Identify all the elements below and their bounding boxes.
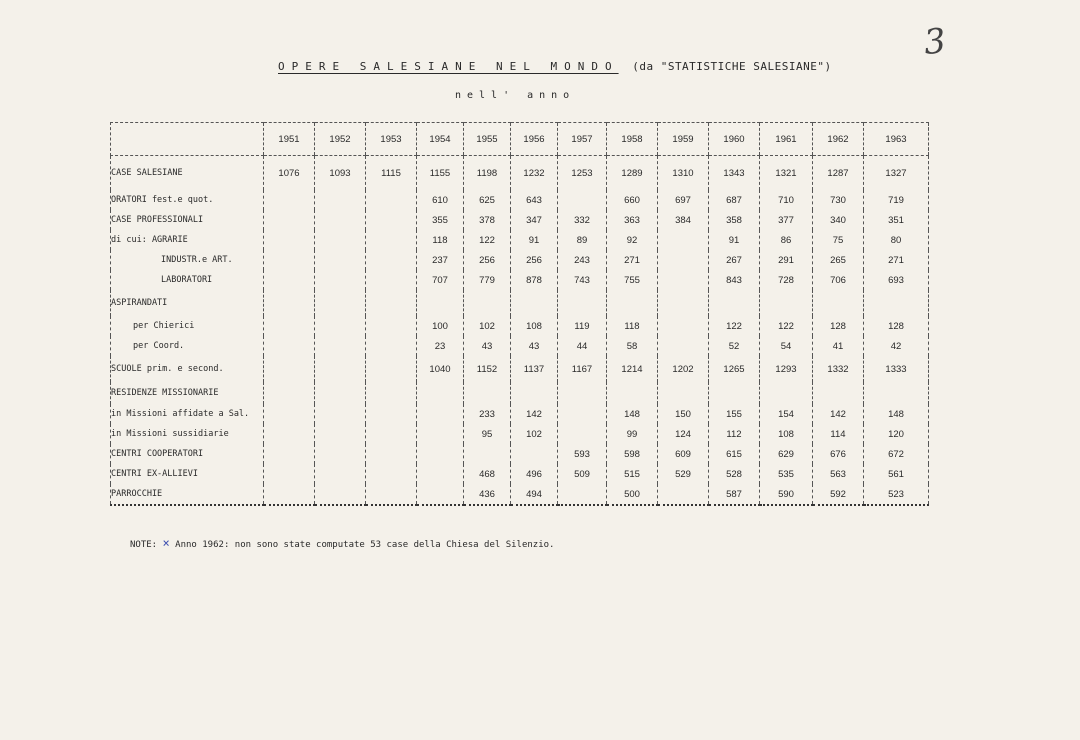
table-cell bbox=[315, 316, 366, 336]
table-row bbox=[111, 210, 929, 230]
table-cell bbox=[417, 404, 464, 424]
table-cell bbox=[315, 464, 366, 484]
table-cell: 719 bbox=[864, 190, 929, 210]
row-label: SCUOLE prim. e second. bbox=[111, 356, 264, 382]
table-row bbox=[111, 444, 929, 464]
table-cell: 755 bbox=[607, 270, 658, 290]
table-cell: 100 bbox=[417, 316, 464, 336]
table-cell: 593 bbox=[558, 444, 607, 464]
table-cell: 706 bbox=[813, 270, 864, 290]
table-cell: 676 bbox=[813, 444, 864, 464]
table-row bbox=[111, 190, 929, 210]
document-title bbox=[278, 60, 832, 73]
table-cell: 54 bbox=[760, 336, 813, 356]
table-cell: 243 bbox=[558, 250, 607, 270]
table-cell: 730 bbox=[813, 190, 864, 210]
table-cell: 256 bbox=[464, 250, 511, 270]
year-header: 1959 bbox=[658, 123, 709, 156]
table-cell: 643 bbox=[511, 190, 558, 210]
table-cell bbox=[558, 404, 607, 424]
table-cell bbox=[864, 290, 929, 316]
table-cell: 43 bbox=[511, 336, 558, 356]
table-cell: 1343 bbox=[709, 156, 760, 191]
row-label: per Coord. bbox=[111, 336, 264, 356]
table-cell bbox=[366, 316, 417, 336]
table-cell: 1321 bbox=[760, 156, 813, 191]
table-cell: 363 bbox=[607, 210, 658, 230]
year-header: 1962 bbox=[813, 123, 864, 156]
table-cell: 1333 bbox=[864, 356, 929, 382]
table-cell: 142 bbox=[813, 404, 864, 424]
table-cell: 1152 bbox=[464, 356, 511, 382]
table-cell: 529 bbox=[658, 464, 709, 484]
row-label: in Missioni sussidiarie bbox=[111, 424, 264, 444]
table-cell bbox=[558, 190, 607, 210]
table-cell bbox=[315, 382, 366, 404]
table-cell bbox=[813, 290, 864, 316]
table-cell: 75 bbox=[813, 230, 864, 250]
table-cell: 1327 bbox=[864, 156, 929, 191]
table-cell: 44 bbox=[558, 336, 607, 356]
year-header: 1958 bbox=[607, 123, 658, 156]
table-cell bbox=[558, 382, 607, 404]
table-cell: 128 bbox=[864, 316, 929, 336]
table-cell: 86 bbox=[760, 230, 813, 250]
table-cell bbox=[264, 230, 315, 250]
row-label: CENTRI EX-ALLIEVI bbox=[111, 464, 264, 484]
year-header: 1956 bbox=[511, 123, 558, 156]
statistics-table bbox=[110, 122, 929, 506]
table-cell: 1040 bbox=[417, 356, 464, 382]
row-label: PARROCCHIE bbox=[111, 484, 264, 505]
asterisk-mark: × bbox=[162, 536, 170, 550]
year-header: 1957 bbox=[558, 123, 607, 156]
table-cell bbox=[315, 210, 366, 230]
year-header: 1955 bbox=[464, 123, 511, 156]
table-cell bbox=[366, 336, 417, 356]
table-cell: 1289 bbox=[607, 156, 658, 191]
row-label: INDUSTR.e ART. bbox=[111, 250, 264, 270]
table-cell bbox=[417, 484, 464, 505]
table-cell: 629 bbox=[760, 444, 813, 464]
table-cell bbox=[315, 356, 366, 382]
table-cell bbox=[658, 270, 709, 290]
table-row bbox=[111, 464, 929, 484]
table-cell: 148 bbox=[864, 404, 929, 424]
table-cell: 1214 bbox=[607, 356, 658, 382]
table-cell: 155 bbox=[709, 404, 760, 424]
table-cell: 1287 bbox=[813, 156, 864, 191]
table-cell bbox=[607, 290, 658, 316]
table-cell bbox=[366, 250, 417, 270]
table-cell: 119 bbox=[558, 316, 607, 336]
table-cell bbox=[264, 270, 315, 290]
table-cell: 563 bbox=[813, 464, 864, 484]
table-cell bbox=[709, 290, 760, 316]
table-cell: 378 bbox=[464, 210, 511, 230]
table-cell bbox=[658, 316, 709, 336]
table-cell: 80 bbox=[864, 230, 929, 250]
table-cell bbox=[558, 424, 607, 444]
table-cell bbox=[264, 290, 315, 316]
table-cell: 1293 bbox=[760, 356, 813, 382]
table-cell: 710 bbox=[760, 190, 813, 210]
table-cell bbox=[558, 290, 607, 316]
table-row bbox=[111, 290, 929, 316]
table-cell: 515 bbox=[607, 464, 658, 484]
row-label: CENTRI COOPERATORI bbox=[111, 444, 264, 464]
table-row bbox=[111, 404, 929, 424]
table-cell bbox=[264, 250, 315, 270]
year-header: 1961 bbox=[760, 123, 813, 156]
row-label: RESIDENZE MISSIONARIE bbox=[111, 382, 264, 404]
table-cell: 1155 bbox=[417, 156, 464, 191]
table-cell: 58 bbox=[607, 336, 658, 356]
title-source: (da "STATISTICHE SALESIANE") bbox=[632, 60, 832, 73]
table-cell: 124 bbox=[658, 424, 709, 444]
row-label: per Chierici bbox=[111, 316, 264, 336]
table-cell bbox=[366, 230, 417, 250]
table-row bbox=[111, 316, 929, 336]
row-label: LABORATORI bbox=[111, 270, 264, 290]
table-cell bbox=[864, 382, 929, 404]
table-cell: 91 bbox=[709, 230, 760, 250]
table-cell: 112 bbox=[709, 424, 760, 444]
table-cell: 122 bbox=[464, 230, 511, 250]
table-cell bbox=[264, 316, 315, 336]
table-cell: 660 bbox=[607, 190, 658, 210]
table-cell bbox=[315, 336, 366, 356]
table-cell: 52 bbox=[709, 336, 760, 356]
table-cell: 120 bbox=[864, 424, 929, 444]
table-cell: 355 bbox=[417, 210, 464, 230]
table-cell bbox=[366, 464, 417, 484]
table-cell: 108 bbox=[511, 316, 558, 336]
table-cell: 256 bbox=[511, 250, 558, 270]
table-cell: 114 bbox=[813, 424, 864, 444]
table-cell: 23 bbox=[417, 336, 464, 356]
table-cell: 610 bbox=[417, 190, 464, 210]
table-cell: 1137 bbox=[511, 356, 558, 382]
table-cell: 340 bbox=[813, 210, 864, 230]
table-cell bbox=[511, 444, 558, 464]
table-cell: 43 bbox=[464, 336, 511, 356]
table-cell: 118 bbox=[607, 316, 658, 336]
table-cell bbox=[417, 464, 464, 484]
table-cell: 154 bbox=[760, 404, 813, 424]
table-cell: 561 bbox=[864, 464, 929, 484]
table-cell bbox=[760, 382, 813, 404]
table-cell: 41 bbox=[813, 336, 864, 356]
table-cell bbox=[315, 404, 366, 424]
table-cell bbox=[417, 444, 464, 464]
table-cell: 384 bbox=[658, 210, 709, 230]
table-cell: 358 bbox=[709, 210, 760, 230]
table-cell bbox=[464, 290, 511, 316]
table-cell bbox=[315, 190, 366, 210]
table-cell: 436 bbox=[464, 484, 511, 505]
table-cell: 592 bbox=[813, 484, 864, 505]
note-prefix: NOTE: bbox=[130, 540, 158, 550]
table-cell bbox=[315, 484, 366, 505]
table-cell: 108 bbox=[760, 424, 813, 444]
row-label: ASPIRANDATI bbox=[111, 290, 264, 316]
table-cell: 122 bbox=[709, 316, 760, 336]
table-cell: 1232 bbox=[511, 156, 558, 191]
table-cell: 291 bbox=[760, 250, 813, 270]
table-cell: 528 bbox=[709, 464, 760, 484]
table-row bbox=[111, 336, 929, 356]
table-cell: 590 bbox=[760, 484, 813, 505]
table-cell: 843 bbox=[709, 270, 760, 290]
table-cell: 233 bbox=[464, 404, 511, 424]
table-cell: 598 bbox=[607, 444, 658, 464]
table-cell bbox=[366, 444, 417, 464]
table-cell: 142 bbox=[511, 404, 558, 424]
table-row bbox=[111, 250, 929, 270]
table-cell: 615 bbox=[709, 444, 760, 464]
table-cell bbox=[366, 190, 417, 210]
table-row bbox=[111, 270, 929, 290]
table-cell bbox=[264, 484, 315, 505]
table-cell bbox=[315, 270, 366, 290]
table-cell: 118 bbox=[417, 230, 464, 250]
table-cell bbox=[760, 290, 813, 316]
table-cell: 523 bbox=[864, 484, 929, 505]
table-cell bbox=[464, 382, 511, 404]
table-cell: 672 bbox=[864, 444, 929, 464]
year-header: 1960 bbox=[709, 123, 760, 156]
table-cell: 1115 bbox=[366, 156, 417, 191]
table-cell bbox=[315, 444, 366, 464]
note-text: Anno 1962: non sono state computate 53 case della Chiesa del Silenzio. bbox=[175, 540, 555, 550]
title-main: OPERE SALESIANE NEL MONDO bbox=[278, 60, 619, 73]
table-cell: 99 bbox=[607, 424, 658, 444]
table-cell bbox=[366, 290, 417, 316]
row-label: in Missioni affidate a Sal. bbox=[111, 404, 264, 424]
table-cell bbox=[264, 382, 315, 404]
table-cell bbox=[417, 382, 464, 404]
table-cell: 102 bbox=[464, 316, 511, 336]
table-row bbox=[111, 424, 929, 444]
table-cell bbox=[264, 336, 315, 356]
table-cell: 351 bbox=[864, 210, 929, 230]
table-cell: 707 bbox=[417, 270, 464, 290]
table-cell: 1167 bbox=[558, 356, 607, 382]
table-cell bbox=[607, 382, 658, 404]
table-cell: 1198 bbox=[464, 156, 511, 191]
row-label: CASE SALESIANE bbox=[111, 156, 264, 191]
table-cell bbox=[315, 424, 366, 444]
page-number: 3 bbox=[921, 20, 948, 64]
table-cell bbox=[658, 336, 709, 356]
table-cell: 91 bbox=[511, 230, 558, 250]
table-cell bbox=[709, 382, 760, 404]
header-row bbox=[111, 123, 929, 156]
table-cell bbox=[658, 382, 709, 404]
table-cell bbox=[264, 424, 315, 444]
table-cell: 509 bbox=[558, 464, 607, 484]
table-cell: 347 bbox=[511, 210, 558, 230]
footnote bbox=[130, 536, 554, 550]
table-cell bbox=[264, 356, 315, 382]
year-header: 1953 bbox=[366, 123, 417, 156]
table-cell bbox=[558, 484, 607, 505]
table-cell: 1253 bbox=[558, 156, 607, 191]
table-cell bbox=[417, 424, 464, 444]
table-cell: 42 bbox=[864, 336, 929, 356]
table-cell: 500 bbox=[607, 484, 658, 505]
table-cell: 271 bbox=[607, 250, 658, 270]
table-cell bbox=[511, 290, 558, 316]
table-cell: 1310 bbox=[658, 156, 709, 191]
table-cell bbox=[464, 444, 511, 464]
table-cell: 878 bbox=[511, 270, 558, 290]
table-cell: 496 bbox=[511, 464, 558, 484]
table-cell: 1093 bbox=[315, 156, 366, 191]
table-cell: 265 bbox=[813, 250, 864, 270]
table-cell: 625 bbox=[464, 190, 511, 210]
table-cell: 587 bbox=[709, 484, 760, 505]
table-cell: 377 bbox=[760, 210, 813, 230]
table-row bbox=[111, 484, 929, 505]
year-header: 1952 bbox=[315, 123, 366, 156]
table-cell bbox=[658, 290, 709, 316]
year-header: 1954 bbox=[417, 123, 464, 156]
table-cell: 535 bbox=[760, 464, 813, 484]
year-header: 1951 bbox=[264, 123, 315, 156]
table-cell bbox=[315, 290, 366, 316]
table-cell: 267 bbox=[709, 250, 760, 270]
table-cell bbox=[264, 444, 315, 464]
table-cell: 92 bbox=[607, 230, 658, 250]
table-cell: 687 bbox=[709, 190, 760, 210]
table-cell: 693 bbox=[864, 270, 929, 290]
table-row bbox=[111, 156, 929, 191]
table-cell bbox=[366, 382, 417, 404]
table-cell bbox=[813, 382, 864, 404]
table-cell: 128 bbox=[813, 316, 864, 336]
table-cell: 779 bbox=[464, 270, 511, 290]
table-cell: 728 bbox=[760, 270, 813, 290]
table-cell bbox=[658, 250, 709, 270]
table-cell: 1265 bbox=[709, 356, 760, 382]
table-cell: 1332 bbox=[813, 356, 864, 382]
table-cell: 1076 bbox=[264, 156, 315, 191]
table-cell: 697 bbox=[658, 190, 709, 210]
table-cell bbox=[511, 382, 558, 404]
year-header: 1963 bbox=[864, 123, 929, 156]
table-cell: 494 bbox=[511, 484, 558, 505]
table-cell bbox=[264, 210, 315, 230]
table-cell bbox=[264, 190, 315, 210]
table-cell: 1202 bbox=[658, 356, 709, 382]
table-cell bbox=[366, 404, 417, 424]
table-row bbox=[111, 356, 929, 382]
header-corner bbox=[111, 123, 264, 156]
table-cell: 148 bbox=[607, 404, 658, 424]
table-cell: 609 bbox=[658, 444, 709, 464]
table-cell: 468 bbox=[464, 464, 511, 484]
table-cell: 237 bbox=[417, 250, 464, 270]
row-label: CASE PROFESSIONALI bbox=[111, 210, 264, 230]
table-cell bbox=[417, 290, 464, 316]
table-cell bbox=[366, 210, 417, 230]
table-cell: 102 bbox=[511, 424, 558, 444]
table-cell: 89 bbox=[558, 230, 607, 250]
table-cell: 95 bbox=[464, 424, 511, 444]
table-cell bbox=[658, 484, 709, 505]
table-cell: 122 bbox=[760, 316, 813, 336]
table-row bbox=[111, 230, 929, 250]
table-cell bbox=[366, 424, 417, 444]
table-cell bbox=[366, 270, 417, 290]
table-row bbox=[111, 382, 929, 404]
table-cell: 271 bbox=[864, 250, 929, 270]
table-cell bbox=[315, 230, 366, 250]
table-cell bbox=[315, 250, 366, 270]
table-cell: 743 bbox=[558, 270, 607, 290]
table-cell bbox=[366, 356, 417, 382]
subtitle: nell' anno bbox=[455, 90, 576, 101]
row-label: di cui: AGRARIE bbox=[111, 230, 264, 250]
table-cell bbox=[658, 230, 709, 250]
table-cell: 332 bbox=[558, 210, 607, 230]
row-label: ORATORI fest.e quot. bbox=[111, 190, 264, 210]
table-cell bbox=[264, 404, 315, 424]
table-cell: 150 bbox=[658, 404, 709, 424]
table-cell bbox=[264, 464, 315, 484]
table-cell bbox=[366, 484, 417, 505]
